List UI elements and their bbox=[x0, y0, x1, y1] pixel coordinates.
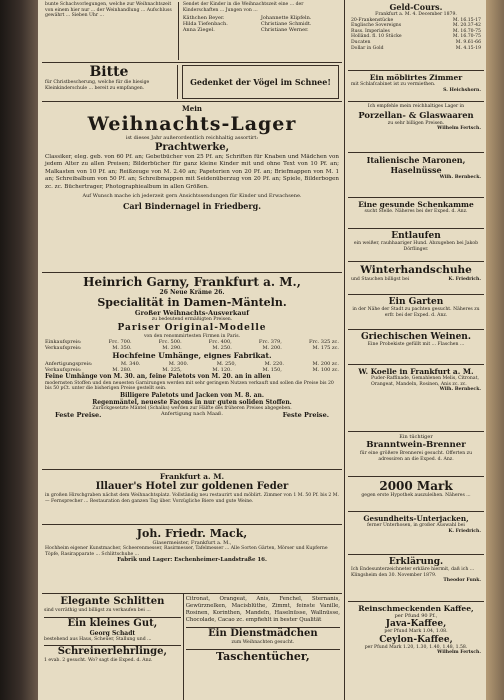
price-cell: Frc. 379, bbox=[258, 339, 282, 346]
garny-paris: Pariser Original-Modelle bbox=[117, 322, 267, 333]
geld-date: Frankfurt a. M. 4. December 1879. bbox=[375, 12, 457, 17]
price-label: Verkaufspreis: bbox=[45, 345, 82, 352]
weihnachts-footer: Auf Wunsch mache ich jederzeit gern Ansichtssendungen für Kinder und Erwachsene. bbox=[82, 193, 302, 200]
porzellan-title: Porzellan- & Glaswaaren bbox=[358, 109, 474, 120]
winter-name: K. Friedrich. bbox=[448, 277, 481, 282]
porzellan-name: Wilhelm Fertsch. bbox=[437, 126, 481, 132]
kaffee-sub: per Pfund 90 Pf., bbox=[394, 613, 438, 619]
dienstmaedchen-title: Ein Dienstmädchen bbox=[208, 628, 318, 639]
voegel-notice: Gedenket der Vögel im Schnee! bbox=[190, 77, 331, 87]
price-cell: M. 220. bbox=[264, 361, 285, 368]
kaffee-ad bbox=[348, 602, 484, 658]
ceylon-text: per Pfund Mark 1.20, 1.30, 1.40, 1.48, 1.58. bbox=[364, 644, 468, 650]
schlitten-title: Elegante Schlitten bbox=[60, 596, 165, 607]
geld-key: Holländ. fl. 10 Stücke bbox=[351, 34, 402, 40]
garny-zurueck: Zurückgesetzte Mäntel (Schalks) werden zur Hälfte des früheren Preises abgegeben. bbox=[92, 405, 292, 411]
geld-title: Geld-Cours. bbox=[389, 2, 443, 12]
zimmer-title: Ein möblirtes Zimmer bbox=[369, 73, 463, 82]
maronen-name: Wilh. Bernbeck. bbox=[439, 175, 481, 180]
ceylon-title: Ceylon-Kaffee, bbox=[379, 634, 453, 645]
zimmer-name: S. Heichshorn. bbox=[443, 87, 481, 93]
name-item: Christiane Schmidt. bbox=[260, 21, 312, 28]
mack-sub: Glasermeister, Frankfurt a. M., bbox=[152, 540, 232, 546]
price-cell: M. 200 zc. bbox=[312, 361, 339, 368]
price-cell: M. 225, bbox=[162, 367, 182, 374]
winter-title: Winterhandschuhe bbox=[360, 264, 472, 276]
griechisch-ad bbox=[348, 330, 484, 365]
price-cell: M. 200. bbox=[262, 345, 282, 352]
garny-address: 26 Neue Kräme 26. bbox=[159, 289, 225, 296]
newspaper-page bbox=[38, 0, 486, 700]
garten-ad bbox=[348, 295, 484, 330]
citronat-text: Citronat, Orangeat, Anis, Fenchel, Sternanis, Gewürznelken, Macisblüthe, Zimmt, feinste Vanille, Rosinen, Korinthen, Mandeln, Haselnüsse, Wallnüsse, Chocolade, Cacao zc. empfiehlt in bester Qualität bbox=[185, 596, 340, 623]
unterjacken-text: ferner Unterhosen, in großer Auswahl bei bbox=[367, 523, 465, 528]
entlaufen-text: ein weißer, rauhhaariger Hund. Abzugeben bei Jakob Dörflinger. bbox=[353, 241, 479, 252]
brenner-ad bbox=[348, 432, 484, 477]
geld-value: M. 20.37-42 bbox=[452, 23, 481, 29]
price-cell: M. 250, bbox=[216, 361, 237, 368]
hotel-city: Frankfurt a. M. bbox=[159, 472, 225, 481]
geld-value: M. 16.70-75 bbox=[452, 34, 481, 40]
name-item: Johannette Klipfeln. bbox=[260, 15, 312, 22]
garny-hoch: Hochfeine Umhänge, eignes Fabrikat. bbox=[112, 351, 272, 361]
ceylon-name: Wilhelm Fertsch. bbox=[437, 650, 481, 656]
names-list bbox=[183, 15, 339, 33]
kaffee-title: Reinschmeckenden Kaffee, bbox=[358, 604, 474, 613]
erklaerung-ad bbox=[348, 555, 484, 602]
notice-text-a: bunte Schachvorlegungen, welche zur Weihnachtszeit von einem hier nur ... der Weinhandlung ... Aufschluss gewährt ... Sieben Uhr ... bbox=[45, 2, 172, 19]
price-cell: M. 340. bbox=[120, 361, 141, 368]
bitte-text: für Christbescherung, welche für die hiesige Kleinkinderschule ... bereit zu empfangen. bbox=[45, 80, 150, 91]
price-cell: M. 150, bbox=[262, 367, 282, 374]
geld-key: Ducaten bbox=[351, 39, 371, 45]
garny-sale: Großer Weihnachts-Ausverkauf bbox=[134, 309, 250, 317]
column-divider bbox=[344, 0, 345, 700]
bitte-block bbox=[42, 63, 342, 102]
mark-ad bbox=[348, 477, 484, 512]
bottom-ads bbox=[42, 594, 342, 700]
mack-name: Joh. Friedr. Mack, bbox=[136, 527, 248, 540]
geld-cours bbox=[348, 0, 484, 71]
kleines-gut-title: Ein kleines Gut, bbox=[67, 617, 158, 629]
garny-anfertigung: Anfertigung nach Maaß. bbox=[161, 411, 223, 418]
dienstmaedchen-text: zum Weihnachten gesucht. bbox=[231, 640, 295, 645]
java-text: per Pfund Mark 1.04, 1.08. bbox=[384, 629, 448, 634]
weihnachts-sub: Prachtwerke, bbox=[154, 142, 230, 153]
geld-key: Dollar in Gold bbox=[351, 45, 384, 51]
price-cell: M. 100 zc. bbox=[312, 367, 339, 374]
geld-key: Englische Sovereigns bbox=[351, 23, 402, 29]
price-label: Einkaufspreis: bbox=[45, 339, 82, 346]
winterhandschuhe-ad bbox=[348, 262, 484, 295]
geld-row bbox=[351, 46, 481, 52]
griechisch-text: Eine Probekiste gefüllt mit ... Flaschen ... bbox=[367, 342, 465, 347]
garny-name: Heinrich Garny, Frankfurt a. M., bbox=[83, 275, 301, 289]
schenkamme-text: sucht Stelle. Näheres bei der Exped. d. Anz. bbox=[364, 209, 468, 214]
price-cell: M. 350. bbox=[112, 345, 132, 352]
price-cell: Frc. 325 zc. bbox=[308, 339, 339, 346]
brenner-pre: Ein tüchtiger bbox=[399, 434, 433, 440]
geld-value: M. 16.70-75 bbox=[452, 28, 481, 34]
unterjacken-name: K. Friedrich. bbox=[448, 528, 481, 534]
mack-footer: Fabrik und Lager: Eschenheimer-Landstraße 16. bbox=[117, 557, 267, 564]
weihnachts-intro: ist dieses Jahr außerordentlich reichhaltig assortirt: bbox=[125, 135, 259, 141]
brenner-text: für eine größere Brennerei gesucht. Offerten zu adressiren an die Exped. d. Anz. bbox=[359, 451, 473, 462]
porzellan-ad bbox=[348, 102, 484, 153]
mack-text: Hochheim eigener Kunstmacher, Scheerenmesser, Rasirmesser, Tafelmesser ... Alle Sorten Gärten, Mörser und Kupferne Töpfe, Rasirapparate ... Schlittschuhe ... bbox=[45, 546, 328, 557]
geld-key: Russ. Imperiales bbox=[351, 28, 390, 34]
koelle-name: Wilh. Bernbeck. bbox=[439, 387, 481, 393]
mack-ad bbox=[42, 525, 342, 594]
erklaerung-title: Erklärung. bbox=[388, 557, 444, 567]
garny-jacken-sub: modernsten Stoffen und den neuesten Garnirungen werden mit sehr geringem Nutzen verkauft und sollen die Preise bis 20 bis 50 pCt. unter die bisherigen Preise gestellt sein. bbox=[45, 380, 334, 392]
hotel-name: Illauer's Hotel zur goldenen Feder bbox=[95, 481, 289, 492]
price-cell: Frc. 500. bbox=[158, 339, 182, 346]
koelle-ad bbox=[348, 365, 484, 432]
weihnachts-mein: Mein bbox=[182, 104, 202, 113]
entlaufen-title: Entlaufen bbox=[391, 231, 441, 241]
mark-text: gegen erste Hypothek auszuleihen. Näheres ... bbox=[361, 493, 471, 498]
book-spine bbox=[0, 0, 38, 700]
price-cell: Frc. 400, bbox=[208, 339, 232, 346]
garny-paris-sub: von den renommirtesten Firmen in Paris. bbox=[143, 333, 241, 339]
schreiner-title: Schreinerlehrlinge, bbox=[57, 646, 168, 658]
price-cell: M. 120. bbox=[212, 367, 232, 374]
right-column bbox=[348, 0, 484, 700]
garny-regen: Regenmäntel, neueste Façons in nur guten soliden Stoffen. bbox=[92, 398, 292, 406]
maronen-ad bbox=[348, 153, 484, 198]
zimmer-text: mit Schlafcabinet ist zu vermiethen. bbox=[351, 82, 436, 87]
geld-value: M. 16.15-17 bbox=[452, 17, 481, 23]
top-notices bbox=[42, 0, 342, 63]
garten-title: Ein Garten bbox=[388, 297, 444, 307]
koelle-text: Puder-Raffinade, Gemahlenen Melis, Citronat, Orangeat, Mandeln, Rosinen, Anis zc. zc. bbox=[371, 376, 479, 387]
name-item: Anna Ziegel. bbox=[182, 27, 215, 34]
price-cell: M. 300. bbox=[168, 361, 189, 368]
price-cell: M. 175 zc. bbox=[312, 345, 339, 352]
price-cell: M. 290. bbox=[162, 345, 182, 352]
entlaufen-ad bbox=[348, 229, 484, 262]
price-cell: Frc. 700. bbox=[108, 339, 132, 346]
unterjacken-ad bbox=[348, 512, 484, 555]
maronen-title: Italienische Maronen, Haselnüsse bbox=[366, 155, 466, 175]
price-label: Anfertigungspreis: bbox=[45, 361, 93, 368]
erklaerung-name: Theodor Funk. bbox=[443, 578, 481, 584]
weihnachts-ad bbox=[42, 102, 342, 273]
java-title: Java-Kaffee, bbox=[385, 619, 447, 629]
kleines-gut-sub: Georg Schadt bbox=[89, 629, 136, 637]
garny-ad bbox=[42, 273, 342, 470]
koelle-title: W. Koelle in Frankfurt a. M. bbox=[358, 367, 474, 376]
porzellan-intro: Ich empfehle mein reichhaltiges Lager in bbox=[367, 104, 465, 109]
schreiner-text: 1 evab. 2 gesucht. Wo? sagt die Exped. d. Anz. bbox=[44, 658, 153, 664]
schenkamme-title: Eine gesunde Schenkamme bbox=[358, 200, 474, 209]
garny-special: Specialität in Damen-Mänteln. bbox=[97, 296, 287, 309]
garny-sale-sub: zu bedeutend ermäßigten Preisen. bbox=[151, 317, 233, 322]
garny-feste2: Feste Preise. bbox=[282, 411, 329, 420]
porzellan-text: zu sehr billigen Preisen. bbox=[387, 120, 445, 126]
notice-text-b: Sendet der Kinder in die Weihnachtszeit eine ... der Kinderschaften ... Jungen von ... bbox=[182, 2, 304, 13]
page-edge bbox=[486, 0, 504, 700]
name-item: Christiane Werner. bbox=[260, 27, 309, 34]
garny-feste: Feste Preise. bbox=[55, 411, 102, 420]
weihnachts-body: Classiker, eleg. geb. von 60 Pf. an; Gebetbücher von 25 Pf. an; Schriften für Knaben und Mädchen von jedem Alter zu allen Preisen; Bilderbücher für ganz kleine Kinder mit und ohne Text von 10 Pf. an; Malkasten von 10 Pf. an; Reißzeuge von M. 2.40 an; Papeterien von 20 Pf. an; Briefmappen von M. 1 an; Schreibalbum von 50 Pf. an; Schreibmappen mit Seidenüberzug von 20 Pf. an; Spiele, Bilderbogen zc. zc. Büchertrager, Photographiealbum in allen Größen. bbox=[45, 154, 339, 190]
schlitten-text: sind vorräthig und billigst zu verkaufen bei ... bbox=[44, 608, 151, 613]
garny-footer bbox=[45, 411, 339, 419]
erklaerung-text: Ich Endesunterzeichneter erkläre hiermit, daß ich ... Klingsheim den 30. November 1879. bbox=[351, 567, 475, 578]
griechisch-title: Griechischen Weinen. bbox=[361, 332, 471, 342]
brenner-title: Branntwein-Brenner bbox=[366, 440, 466, 450]
hotel-text: in großen Hirschgraben nächst dem Weihnachtsplatz. Vollständig neu restaurirt und möblirt. Zimmer von 1 M. 50 Pf. bis 2 M. — Fernsprecher ... Restauration den ganzen Tag über. Vorzügliche Biere und gute Weine. bbox=[45, 493, 339, 504]
zimmer-ad bbox=[348, 71, 484, 102]
mark-title: 2000 Mark bbox=[379, 479, 453, 493]
winter-text: und Stauchen billigst bei bbox=[351, 277, 410, 282]
price-cell: M. 280. bbox=[112, 367, 132, 374]
taschentuecher-title: Taschentücher, bbox=[215, 649, 310, 663]
price-cell: M. 250. bbox=[212, 345, 232, 352]
geld-value: M. 9.61-66 bbox=[455, 39, 481, 45]
left-column bbox=[42, 0, 342, 700]
weihnachts-signature: Carl Bindernagel in Friedberg. bbox=[122, 201, 261, 212]
schenkamme-ad bbox=[348, 198, 484, 229]
winter-row bbox=[351, 277, 481, 283]
weihnachts-title: Weihnachts-Lager bbox=[87, 113, 297, 135]
geld-key: 20-Frankenstücke bbox=[351, 17, 394, 23]
geld-value: M. 4.15-19 bbox=[455, 45, 481, 51]
price-label: Verkaufspreis: bbox=[45, 367, 82, 374]
name-item: Hilda Tiefenbach. bbox=[182, 21, 228, 28]
bitte-title: Bitte bbox=[89, 64, 129, 80]
name-item: Käthchen Beyer. bbox=[182, 15, 225, 22]
garny-jacken: Feine Umhänge von M. 30. an, feine Paletots von M. 20. an in allen bbox=[45, 373, 271, 381]
garten-text: in der Nähe der Stadt zu pachten gesucht. Näheres zu erfr. bei der Exped. d. Anz. bbox=[352, 307, 480, 318]
garny-billig: Billigere Paletots und Jacken von M. 8. an. bbox=[120, 391, 264, 399]
unterjacken-title: Gesundheits-Unterjacken, bbox=[363, 514, 469, 523]
kleines-gut-text: bestehend aus Haus, Scheuer, Stallung und ... bbox=[44, 636, 152, 642]
hotel-ad bbox=[42, 470, 342, 525]
